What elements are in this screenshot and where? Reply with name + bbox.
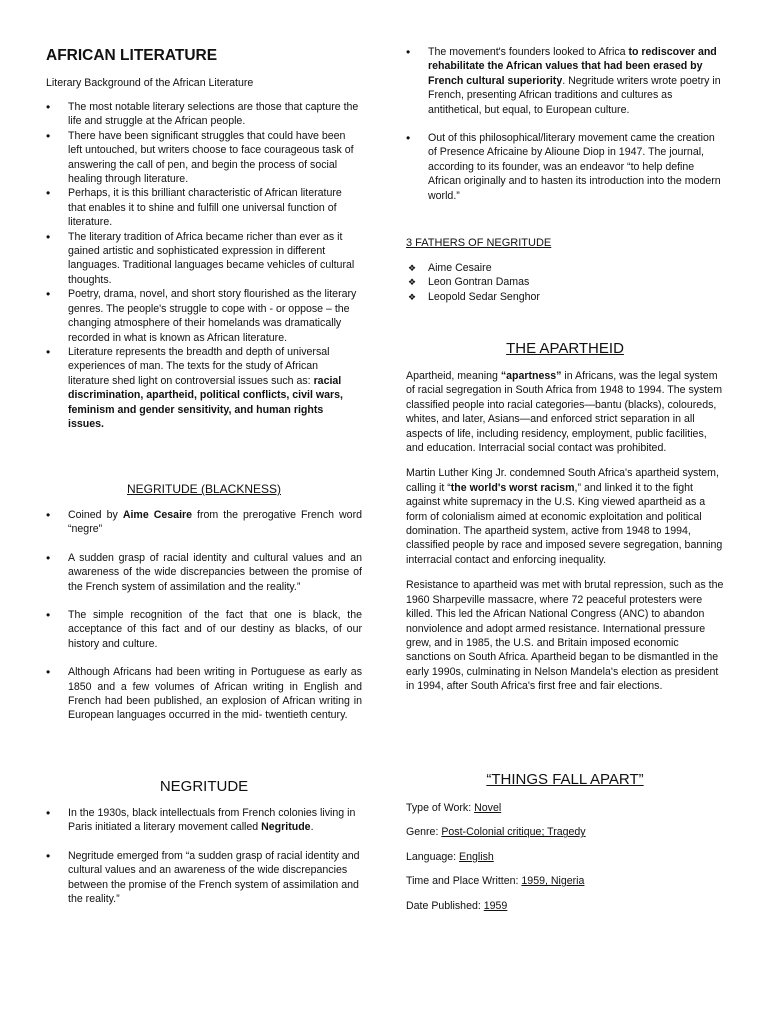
info-label: Time and Place Written: — [406, 875, 522, 888]
info-label: Type of Work: — [406, 802, 475, 814]
page-subtitle: Literary Background of the African Literature — [46, 77, 254, 89]
list-item: • A sudden grasp of racial identity and cultural values and an awareness of the wide discrepancies between the promise of the French system of assimilation and the reality.” — [46, 551, 362, 594]
negritude-list — [46, 806, 362, 906]
paragraph-text: Apartheid, meaning — [406, 370, 501, 382]
info-label: Language: — [406, 850, 460, 863]
apartheid-paragraph — [406, 466, 724, 567]
list-item — [46, 806, 362, 835]
list-item-bold: racial discrimination, apartheid, political conflicts, civil wars, feminism and gender sensitivity, and human rights issues. — [68, 374, 343, 430]
info-row — [406, 850, 724, 864]
list-item-bold: Aime Cesaire — [122, 509, 193, 521]
list-item-text: Coined by — [68, 509, 123, 521]
list-item-text: The movement's founders looked to Africa — [428, 46, 629, 58]
apartheid-body — [406, 369, 724, 694]
list-item: • The simple recognition of the fact that one is black, the acceptance of this fact and of our destiny as blacks, of our history and culture. — [46, 608, 362, 651]
info-row — [406, 825, 724, 839]
info-value: 1959, Nigeria — [521, 875, 585, 888]
paragraph-text: in Africans, was the legal system of racial segregation in South Africa from 1948 to 1994. The system classified people into racial categories—bantu (blacks), coloureds, whites, and later, Asians—and enforced strict separation in all aspects of life, including residency, employment, public facilities, and education. Interracial social contact was prohibited. — [406, 370, 723, 455]
list-item: • Although Africans had been writing in Portuguese as early as 1850 and a few volumes of African writing in English and French had been published, an explosion of African writing in European languages occurred in the mid- twentieth century. — [46, 665, 362, 723]
paragraph-text: ,” and linked it to the fight against white supremacy in the U.S. King viewed apartheid as a form of colonialism aimed at economic exploitation and political domination. The apartheid system, active from 1948 to 1994, classified people by race and imposed severe segregation, banning interracial contact and enforcing inequality. — [406, 481, 723, 566]
negritude-heading: NEGRITUDE — [159, 778, 249, 795]
list-item-text: . Negritude writers wrote poetry in French, presenting African traditions and cultures as antithetical, but equal, to European culture. — [428, 74, 721, 116]
info-value: English — [459, 850, 494, 863]
negritude-blackness-heading: NEGRITUDE (BLACKNESS) — [126, 482, 282, 496]
list-item-bold: Negritude — [261, 821, 311, 834]
info-row — [406, 874, 724, 888]
fathers-list — [406, 261, 724, 304]
background-list — [46, 100, 362, 431]
paragraph-text: Martin Luther King Jr. condemned South Africa's apartheid system, calling it “ — [406, 467, 719, 494]
apartheid-paragraph: Resistance to apartheid was met with brutal repression, such as the 1960 Sharpeville massacre, where 72 peaceful protesters were killed. This led the African National Congress (ANC) to abandon nonviolence and adopt armed resistance. International pressure grew, and in 1985, the U.S. and Britain imposed economic sanctions on South Africa. Apartheid began to be dismantled in the early 1990s, culminating in Nelson Mandela's election as president in 1994, after South Africa's first free and fair elections. — [406, 579, 724, 693]
movement-list — [406, 45, 724, 203]
paragraph-bold: “apartness” — [500, 370, 562, 382]
list-item-bold: to rediscover and rehabilitate the African values that had been erased by French cultural superiority — [428, 46, 717, 87]
list-item — [46, 345, 362, 431]
list-item — [406, 45, 724, 117]
list-item: • Negritude emerged from “a sudden grasp of racial identity and cultural values and an awareness of the wide discrepancies between the promise of the French system of assimilation and the reality.” — [46, 849, 362, 907]
list-item: ❖ Leon Gontran Damas — [406, 275, 724, 289]
list-item-text: from the prerogative French word “negre” — [68, 509, 362, 536]
list-item: ❖ Leopold Sedar Senghor — [406, 290, 724, 304]
info-value: Novel — [474, 802, 502, 814]
info-value: 1959 — [483, 899, 508, 912]
page-title: AFRICAN LITERATURE — [46, 47, 218, 64]
list-item-text: . — [310, 821, 314, 834]
fathers-heading: 3 FATHERS OF NEGRITUDE — [406, 237, 552, 249]
list-item: • Poetry, drama, novel, and short story flourished as the literary genres. The people's struggle to cope with - or oppose – the changing atmosphere of their homelands was dramatically recorded in what is known as African literature. — [46, 287, 362, 345]
list-item — [46, 508, 362, 537]
info-label: Date Published: — [406, 899, 484, 912]
list-item: • Perhaps, it is this brilliant characteristic of African literature that enables it to shine and fulfill one universal function of literature. — [46, 186, 362, 229]
list-item: ❖ Aime Cesaire — [406, 261, 724, 275]
negritude-blackness-list — [46, 508, 362, 723]
list-item: • The literary tradition of Africa became richer than ever as it gained artistic and sophisticated expression in different languages. Traditional languages became vehicles of cultural thoughts. — [46, 230, 362, 288]
paragraph-bold: the world's worst racism — [450, 481, 575, 494]
info-row — [406, 899, 724, 913]
list-item: • There have been significant struggles that could have been left untouched, but writers choose to face courageous task of answering the call of pen, and begin the process of social healing through literature. — [46, 129, 362, 187]
apartheid-paragraph — [406, 369, 724, 455]
list-item: • Out of this philosophical/literary movement came the creation of Presence Africaine by Alioune Diop in 1947. The journal, according to its founder, was an endeavor “to help define African originally and to hasten its introduction into the modern world.” — [406, 131, 724, 203]
apartheid-heading: THE APARTHEID — [506, 340, 624, 357]
list-item-text: Literature represents the breadth and depth of universal experiences of man. The texts for the study of African literature shed light on controversial issues such as: — [68, 345, 330, 387]
info-row — [406, 801, 724, 815]
things-fall-apart-heading: “THINGS FALL APART” — [486, 771, 644, 788]
things-fall-apart-info — [406, 801, 724, 923]
list-item-text: In the 1930s, black intellectuals from French colonies living in Paris initiated a literary movement called — [68, 807, 356, 834]
info-value: Post-Colonial critique; Tragedy — [441, 826, 586, 839]
list-item: • The most notable literary selections are those that capture the life and struggle at the African people. — [46, 100, 362, 129]
info-label: Genre: — [406, 826, 442, 839]
